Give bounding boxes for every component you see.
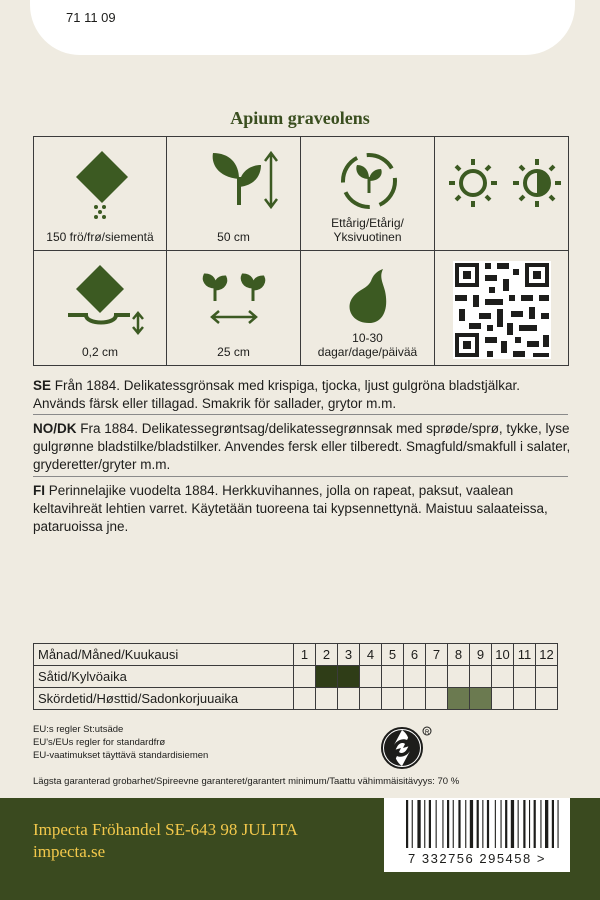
- calendar-month-cell: [338, 688, 360, 710]
- description-fi-text: Perinnelajike vuodelta 1884. Herkkuvihannes, jolla on rapeat, paksut, vaalean keltavihreät lehtien varret. Käytetään tuoreena tai kypsennettynä. Maistuu salaateissa, pataruoissa jne.: [33, 483, 548, 534]
- spacing-cell: [166, 250, 301, 366]
- calendar-month-cell: [316, 666, 338, 688]
- barcode-bar: [552, 800, 554, 850]
- calendar-month-cell: [338, 666, 360, 688]
- calendar-month-cell: [404, 688, 426, 710]
- calendar-month-cell: [514, 666, 536, 688]
- description-no: [33, 420, 573, 474]
- germination-label: 10-30 dagar/dage/päivää: [317, 331, 418, 359]
- calendar-month-cell: [316, 688, 338, 710]
- qr-cell: [434, 250, 569, 366]
- calendar-month-cell: [448, 688, 470, 710]
- barcode-bar: [447, 800, 449, 850]
- description-se: [33, 377, 573, 413]
- barcode-bar: [429, 800, 431, 850]
- month-header: 3: [338, 644, 360, 666]
- qr-code-icon[interactable]: [435, 251, 569, 367]
- plant-spacing-icon: [167, 251, 301, 341]
- description-fi: [33, 482, 573, 536]
- barcode-bar: [417, 800, 420, 850]
- month-header: 12: [536, 644, 558, 666]
- barcode-bar: [540, 800, 541, 850]
- calendar-header-label: Månad/Måned/Kuukausi: [34, 644, 294, 666]
- calendar-month-cell: [382, 666, 404, 688]
- eu-reg-line: EU:s regler St:utsäde: [33, 724, 124, 735]
- calendar-month-cell: [536, 688, 558, 710]
- barcode-bar: [453, 800, 454, 850]
- calendar-row-label: Såtid/Kylvöaika: [34, 666, 294, 688]
- calendar-month-cell: [294, 688, 316, 710]
- lang-code-se: SE: [33, 378, 52, 393]
- calendar-month-cell: [426, 666, 448, 688]
- height-label: 50 cm: [217, 230, 250, 244]
- month-header: 2: [316, 644, 338, 666]
- month-header: 11: [514, 644, 536, 666]
- barcode-bar: [501, 800, 502, 850]
- lang-code-fi: FI: [33, 483, 45, 498]
- barcode-bar: [470, 800, 473, 850]
- barcode-bar: [465, 800, 466, 850]
- barcode-bar: [511, 800, 514, 850]
- barcode-bars: [384, 798, 570, 850]
- barcode-number: 7 332756 295458 >: [384, 848, 570, 872]
- svg-text:R: R: [425, 730, 430, 736]
- lang-code-no: NO/DK: [33, 421, 77, 436]
- barcode-bar: [412, 800, 413, 850]
- calendar-month-cell: [360, 688, 382, 710]
- calendar-month-cell: [294, 666, 316, 688]
- seed-count-label: 150 frö/frø/siementä: [46, 230, 154, 244]
- description-se-text: Från 1884. Delikatessgrönsak med krispiga, tjocka, ljust gulgröna bladstjälkar. Används färsk eller tillagad. Smakrik för sallader, grytor m.m.: [33, 378, 521, 411]
- lifecycle-cell: [300, 136, 435, 251]
- lifecycle-label: Ettårig/Etårig/ Yksivuotinen: [331, 216, 404, 244]
- sun-partial-shade-icon: [435, 137, 569, 237]
- barcode-bar: [442, 800, 443, 850]
- month-header: 5: [382, 644, 404, 666]
- divider: [33, 414, 568, 415]
- month-header: 1: [294, 644, 316, 666]
- month-header: 6: [404, 644, 426, 666]
- eu-reg-line: EU-vaatimukset täyttävä standardisiemen: [33, 750, 209, 761]
- barcode-bar: [534, 800, 536, 850]
- depth-label: 0,2 cm: [81, 345, 118, 359]
- divider: [33, 476, 568, 477]
- month-header: 4: [360, 644, 382, 666]
- plant-height-icon: [167, 137, 301, 227]
- barcode-bar: [505, 800, 507, 850]
- barcode-bar: [518, 800, 519, 850]
- calendar-month-cell: [360, 666, 382, 688]
- eu-regulations: [33, 723, 208, 762]
- month-header: 7: [426, 644, 448, 666]
- description-no-text: Fra 1884. Delikatessegrøntsag/delikatessegrønnsak med sprøde/sprø, tykke, lyse gulgrønne bladstilke/bladstilker. Anvendes fersk eller tilberedt. Smagfuld/smakfull i salater, gryderetter/gryter m.m.: [33, 421, 571, 472]
- calendar-month-cell: [426, 688, 448, 710]
- barcode-bar: [477, 800, 479, 850]
- eu-reg-line: EU's/EUs regler for standardfrø: [33, 737, 166, 748]
- barcode-bar: [406, 800, 408, 850]
- barcode-bar: [482, 800, 483, 850]
- top-tab-cutout: [30, 0, 575, 55]
- month-header: 9: [470, 644, 492, 666]
- species-name: Apium graveolens: [230, 108, 370, 128]
- seed-count-cell: [33, 136, 167, 251]
- germination-seed-icon: [301, 251, 435, 341]
- barcode-bar: [495, 800, 496, 850]
- barcode-bar: [545, 800, 548, 850]
- height-cell: [166, 136, 301, 251]
- sun-cell: [434, 136, 569, 251]
- calendar-month-cell: [470, 666, 492, 688]
- barcode-bar: [458, 800, 460, 850]
- month-header: 10: [492, 644, 514, 666]
- green-dot-recycling-icon: [381, 725, 433, 771]
- company-address: Impecta Fröhandel SE-643 98 JULITA: [33, 820, 298, 839]
- barcode-bar: [529, 800, 530, 850]
- calendar-month-cell: [536, 666, 558, 688]
- calendar-row-label: Skördetid/Høsttid/Sadonkorjuuaika: [34, 688, 294, 710]
- product-code: 71 11 09: [66, 10, 116, 25]
- depth-cell: [33, 250, 167, 366]
- spacing-label: 25 cm: [217, 345, 250, 359]
- company-website[interactable]: impecta.se: [33, 842, 106, 861]
- sowing-calendar: [33, 643, 558, 710]
- calendar-month-cell: [448, 666, 470, 688]
- icon-grid: [33, 136, 569, 366]
- seed-packet-icon: [34, 137, 168, 227]
- calendar-month-cell: [492, 666, 514, 688]
- barcode-bar: [436, 800, 437, 850]
- germination-cell: [300, 250, 435, 366]
- calendar-month-cell: [382, 688, 404, 710]
- sowing-depth-icon: [34, 251, 168, 341]
- barcode-bar: [558, 800, 559, 850]
- month-header: 8: [448, 644, 470, 666]
- germination-guarantee: Lägsta garanterad grobarhet/Spireevne garanteret/garantert minimum/Taattu vähimmäisitävyys: 70 %: [33, 776, 460, 787]
- barcode-bar: [523, 800, 525, 850]
- calendar-month-cell: [470, 688, 492, 710]
- barcode-bar: [424, 800, 425, 850]
- calendar-month-cell: [492, 688, 514, 710]
- barcode-bar: [487, 800, 489, 850]
- calendar-month-cell: [404, 666, 426, 688]
- calendar-month-cell: [514, 688, 536, 710]
